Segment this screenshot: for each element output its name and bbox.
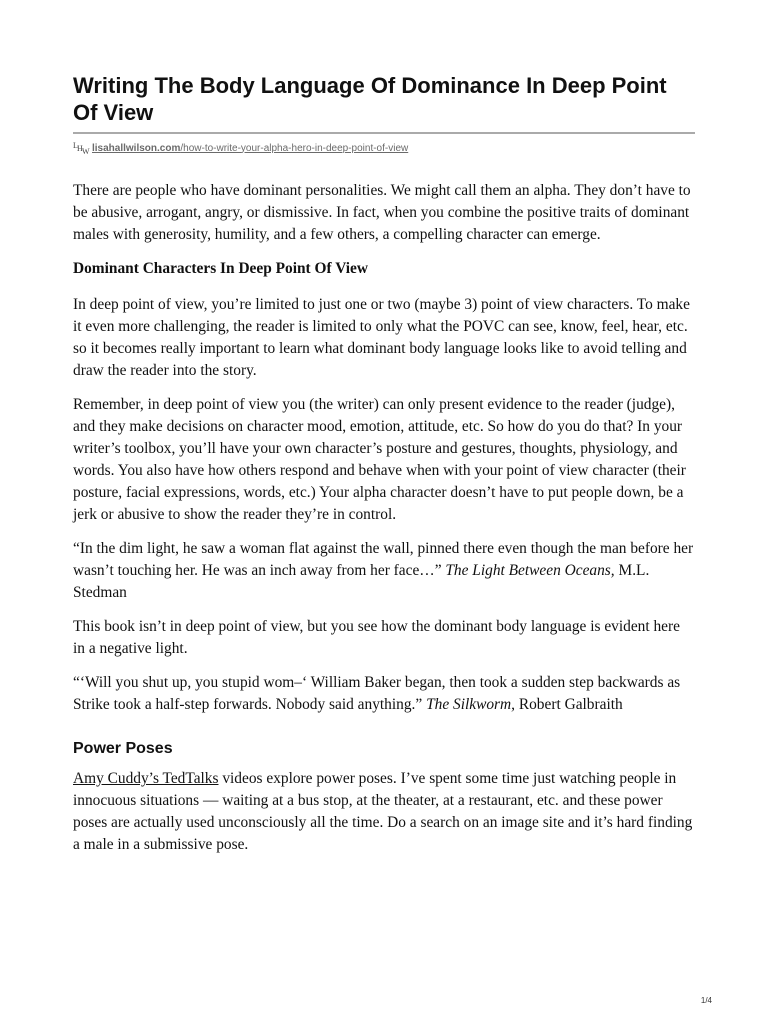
paragraph-deep-pov-limits: In deep point of view, you’re limited to just one or two (maybe 3) point of view characters. To make it even more challenging, the reader is limited to only what the POVC can see, know, feel, hear, etc. so it becomes really important to learn what dominant body language looks like to avoid telling and draw the reader into the story. — [73, 296, 690, 379]
quote-text: “‘Will you shut up, you stupid wom–‘ William Baker began, then took a sudden step backwards as Strike took a half-step forwards. Nobody said anything.” — [73, 674, 681, 713]
source-url-link[interactable] — [92, 143, 408, 154]
article-page — [73, 72, 695, 868]
section-heading-dominant-characters: Dominant Characters In Deep Point Of View — [73, 260, 368, 277]
quote-author: M.L. Stedman — [73, 562, 650, 601]
tedtalks-link[interactable]: Amy Cuddy’s TedTalks — [73, 770, 219, 787]
source-line — [73, 140, 695, 156]
site-logo-icon: L H W — [73, 141, 90, 156]
paragraph-negative-light: This book isn’t in deep point of view, but you see how the dominant body language is evident here in a negative light. — [73, 618, 680, 657]
section-heading-power-poses: Power Poses — [73, 740, 173, 757]
paragraph-writer-evidence: Remember, in deep point of view you (the writer) can only present evidence to the reader (judge), and they make decisions on character mood, emotion, attitude, etc. So how do you do that? In your writer’s toolbox, you’ll have your own character’s posture and gestures, thoughts, physiology, and words. You also have how others respond and behave when with your point of view character (their posture, facial expressions, words, etc.) Your alpha character doesn’t have to put people down, be a jerk or abusive to show the reader they’re in control. — [73, 396, 686, 523]
power-poses-text: videos explore power poses. I’ve spent some time just watching people in innocuous situations — waiting at a bus stop, at the theater, at a restaurant, etc. and these power poses are actually used unconsciously all the time. Do a search on an image site and it’s hard finding a male in a submissive pose. — [73, 770, 693, 853]
quote-text: “In the dim light, he saw a woman flat against the wall, pinned there even though the man before her wasn’t touching her. He was an inch away from her face…” — [73, 540, 694, 579]
article-title: Writing The Body Language Of Dominance In Deep Point Of View — [73, 73, 667, 125]
quote-book-title: The Silkworm, — [426, 696, 515, 713]
source-domain: lisahallwilson.com — [92, 142, 181, 154]
quote-light-between-oceans — [73, 538, 695, 604]
source-path: /how-to-write-your-alpha-hero-in-deep-point-of-view — [180, 142, 409, 154]
quote-silkworm — [73, 672, 695, 716]
intro-paragraph: There are people who have dominant personalities. We might call them an alpha. They don’t have to be abusive, arrogant, angry, or dismissive. In fact, when you combine the positive traits of dominant males with generosity, humility, and a few others, a compelling character can emerge. — [73, 182, 691, 243]
title-divider — [73, 132, 695, 134]
quote-book-title: The Light Between Oceans, — [445, 562, 615, 579]
page-number: 1/4 — [700, 996, 712, 1005]
paragraph-power-poses — [73, 768, 695, 856]
quote-author: Robert Galbraith — [515, 696, 623, 713]
